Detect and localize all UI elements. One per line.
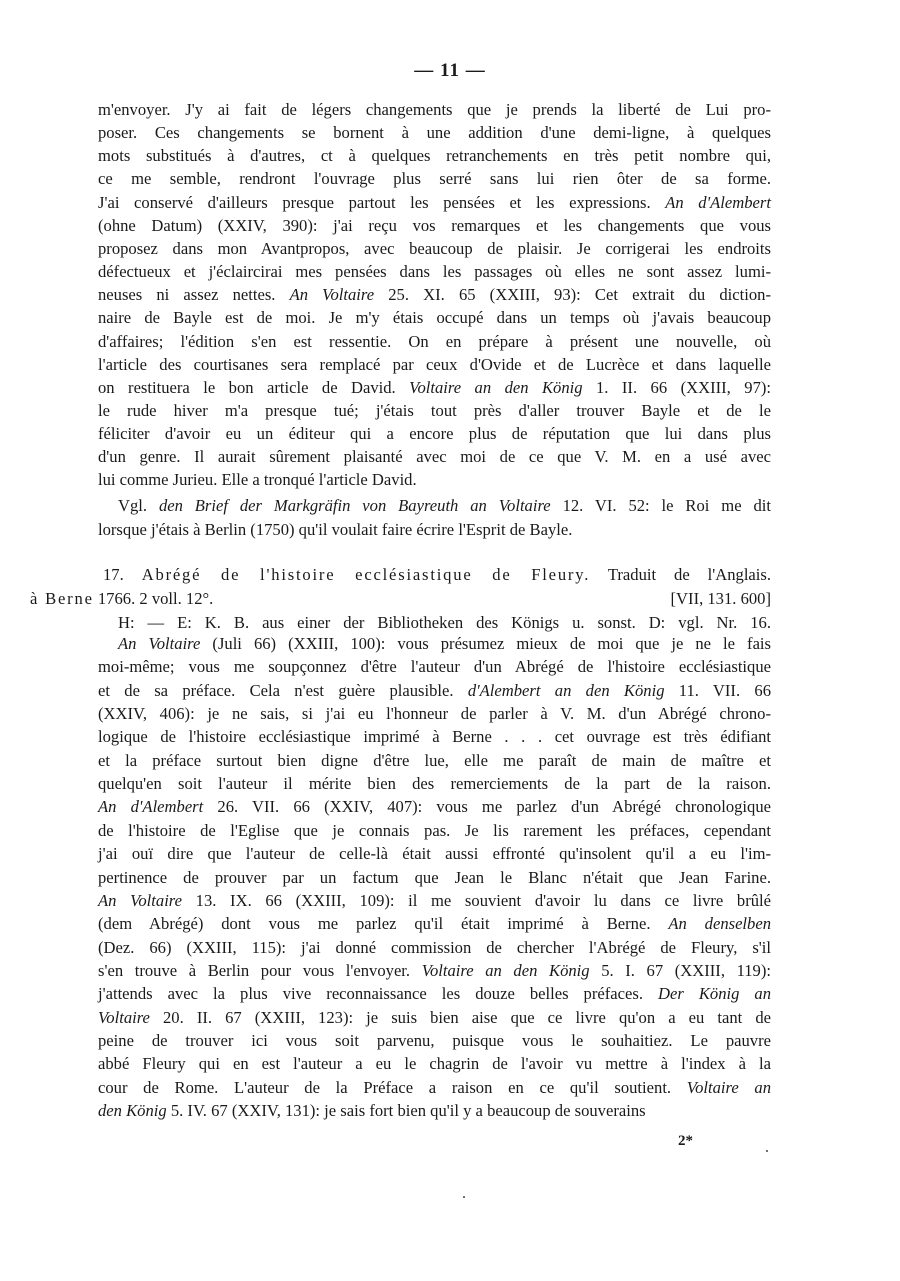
- text-segment: le rude hiver m'a presque tué; j'étais tout près d'aller trouver Bayle et de le: [98, 400, 771, 420]
- citation-ref: An Voltaire: [289, 285, 375, 305]
- text-line: [98, 306, 771, 330]
- text-segment: (Dez. 66) (XXIII, 115): j'ai donné commission de chercher l'Abrégé de Fleury, s'il: [98, 937, 771, 957]
- text-line: [98, 422, 771, 446]
- text-segment: peine de trouver ici vous soit parvenu, puisque vous le souhaitiez. Le pauvre: [98, 1030, 771, 1050]
- citation-ref: An Voltaire: [118, 634, 201, 653]
- speck: [766, 1150, 768, 1152]
- entry-reference: [VII, 131. 600]: [670, 589, 771, 608]
- text-segment: ce me semble, rendront l'ouvrage plus serré sans lui rien ôter de sa forme.: [98, 169, 771, 189]
- text-line: [98, 237, 771, 261]
- text-line: [98, 982, 771, 1006]
- text-segment: (ohne Datum) (XXIV, 390): j'ai reçu vos remarques et les changements que vous: [98, 215, 771, 235]
- text-segment: neuses ni assez nettes.: [98, 285, 290, 305]
- text-segment: 11. VII. 66: [664, 680, 771, 700]
- text-line: [98, 1052, 771, 1076]
- text-line: [98, 191, 771, 215]
- citation-ref: Voltaire an den König: [421, 960, 590, 980]
- text-segment: lorsque j'étais à Berlin (1750) qu'il voulait faire écrire l'Esprit de Bayle.: [98, 520, 573, 539]
- text-segment: moi-même; vous me soupçonnez d'être l'auteur d'un Abrégé de l'histoire ecclésiastique: [98, 657, 771, 677]
- text-line: [98, 353, 771, 377]
- text-segment: féliciter d'avoir eu un éditeur qui a encore plus de réputation que lui dans plus: [98, 424, 771, 444]
- text-line: [98, 399, 771, 423]
- text-line: [98, 912, 771, 936]
- text-line: [98, 445, 771, 469]
- text-line: [98, 679, 771, 703]
- text-segment: 5. IV. 67 (XXIV, 131): je sais fort bien qu'il y a beaucoup de souverains: [166, 1101, 646, 1120]
- text-segment: j'attends avec la plus vive reconnaissance les douze belles préfaces.: [98, 984, 658, 1004]
- text-line: [98, 1076, 771, 1100]
- entry-17-imprint-line: [30, 587, 771, 611]
- text-line: [98, 144, 771, 168]
- text-segment: poser. Ces changements se bornent à une addition d'une demi-ligne, à quelques: [98, 123, 771, 143]
- citation-ref: An d'Alembert: [665, 192, 771, 212]
- text-line: [98, 260, 771, 284]
- citation-ref: Voltaire an: [686, 1077, 772, 1097]
- entry-17-sources-line: H: — E: K. B. aus einer der Bibliotheken des Königs u. sonst. D: vgl. Nr. 16.: [118, 613, 771, 632]
- text-segment: défectueux et j'éclaircirai mes pensées dans les passages où elles ne sont assez lumi-: [98, 262, 771, 282]
- text-segment: pertinence de prouver par un factum que Jean le Blanc n'était que Jean Farine.: [98, 867, 771, 887]
- text-segment: quelqu'en soit l'auteur il mérite bien des remerciements de la part de la raison.: [98, 774, 771, 794]
- text-segment: naire de Bayle est de moi. Je m'y étais occupé dans un temps où j'avais beaucoup: [98, 308, 771, 328]
- citation-ref: An d'Alembert: [98, 797, 204, 817]
- citation-ref: Der König an: [658, 984, 772, 1004]
- entry-place: à Berne: [30, 589, 94, 608]
- text-line: [98, 98, 771, 122]
- signature-mark: 2*: [678, 1133, 693, 1149]
- citation-ref: Voltaire an den König: [409, 377, 583, 397]
- text-line: [98, 725, 771, 749]
- text-segment: proposez dans mon Avantpropos, avec beaucoup de plaisir. Je corrigerai les endroits: [98, 238, 771, 258]
- text-segment: mots substitués à d'autres, ct à quelques retranchements en très petit nombre qui,: [98, 146, 771, 166]
- text-segment: lui comme Jurieu. Elle a tronqué l'article David.: [98, 470, 417, 490]
- text-line: [98, 936, 771, 960]
- text-segment: 26. VII. 66 (XXIV, 407): vous me parlez d'un Abrégé chronologique: [203, 797, 771, 817]
- entry-title-rest: Traduit de l'Anglais.: [590, 565, 772, 584]
- citation-ref: An denselben: [668, 914, 772, 934]
- text-segment: de l'histoire de l'Eglise que je connais pas. Je lis rarement les préfaces, cependant: [98, 820, 771, 840]
- text-line: [98, 842, 771, 866]
- text-segment: abbé Fleury qui en est l'auteur a eu le chagrin de l'avoir vu mettre à l'index à la: [98, 1054, 771, 1074]
- text-segment: m'envoyer. J'y ai fait de légers changements que je prends la liberté de Lui pro-: [98, 100, 771, 119]
- text-segment: cour de Rome. L'auteur de la Préface a raison en ce qu'il soutient.: [98, 1077, 687, 1097]
- text-segment: (dem Abrégé) dont vous me parlez qu'il était imprimé à Berne.: [98, 914, 669, 934]
- text-segment: logique de l'histoire ecclésiastique imprimé à Berne . . . cet ouvrage est très édifiant: [98, 727, 771, 747]
- text-line: [98, 655, 771, 679]
- text-segment: 12. VI. 52: le Roi me dit: [550, 496, 771, 515]
- text-line: [98, 819, 771, 843]
- text-line: [98, 214, 771, 238]
- entry-title: Abrégé de l'histoire ecclésiastique de Fleury.: [141, 565, 591, 584]
- text-segment: 5. I. 67 (XXIII, 119):: [589, 960, 771, 980]
- text-segment: et la préface surtout bien digne d'être lue, elle me paraît de main de maître et: [98, 750, 771, 770]
- text-line: [118, 494, 771, 518]
- text-line: [98, 330, 771, 354]
- text-segment: 25. XI. 65 (XXIII, 93): Cet extrait du diction-: [374, 285, 771, 305]
- text-line: [98, 749, 771, 773]
- text-line: [98, 468, 771, 492]
- text-segment: 20. II. 67 (XXIII, 123): je suis bien aise que ce livre qu'on a eu tant de: [149, 1007, 771, 1027]
- citation-ref: An Voltaire: [98, 890, 183, 910]
- text-line: [98, 1006, 771, 1030]
- citation-ref: den König: [98, 1101, 167, 1120]
- text-line: [98, 376, 771, 400]
- text-segment: 13. IX. 66 (XXIII, 109): il me souvient d'avoir lu dans ce livre brûlé: [182, 890, 771, 910]
- text-segment: d'un genre. Il aurait sûrement plaisanté avec moi de ce que V. M. en a usé avec: [98, 447, 771, 467]
- page-number: — 11 —: [414, 60, 486, 81]
- text-line: [98, 772, 771, 796]
- text-segment: (Juli 66) (XXIII, 100): vous présumez mieux de moi que je ne le fais: [200, 634, 771, 653]
- entry-imprint: 1766. 2 voll. 12°.: [93, 589, 214, 608]
- text-segment: l'article des courtisanes sera remplacé par ceux d'Ovide et de Lucrèce et dans laquelle: [98, 354, 771, 374]
- text-line: [98, 167, 771, 191]
- text-line: [98, 702, 771, 726]
- text-line: [98, 121, 771, 145]
- entry-17-title-line: [103, 563, 771, 587]
- entry-number: 17.: [103, 565, 142, 584]
- text-segment: 1. II. 66 (XXIII, 97):: [582, 377, 771, 397]
- citation-ref: den Brief der Markgräfin von Bayreuth an Voltaire: [158, 496, 551, 515]
- text-segment: Vgl.: [118, 496, 159, 515]
- text-segment: (XXIV, 406): je ne sais, si j'ai eu l'honneur de parler à V. M. d'un Abrégé chrono-: [98, 704, 771, 724]
- text-line: [98, 866, 771, 890]
- text-line: [118, 632, 771, 656]
- citation-ref: Voltaire: [98, 1007, 150, 1027]
- text-segment: j'ai ouï dire que l'auteur de celle-là était aussi effronté qu'insolent qu'il a eu l'im-: [98, 844, 771, 864]
- text-segment: on restituera le bon article de David.: [98, 377, 410, 397]
- text-line: [98, 959, 771, 983]
- text-line: [98, 889, 771, 913]
- text-line: [98, 1029, 771, 1053]
- text-line: [98, 795, 771, 819]
- text-line: [98, 283, 771, 307]
- text-segment: d'affaires; l'édition s'en est ressentie. On en prépare à présent une nouvelle, où: [98, 331, 771, 351]
- text-segment: et de sa préface. Cela n'est guère plausible.: [98, 680, 468, 700]
- text-line: [98, 1099, 771, 1123]
- speck: [463, 1196, 465, 1198]
- text-segment: J'ai conservé d'ailleurs presque partout les pensées et les expressions.: [98, 192, 666, 212]
- citation-ref: d'Alembert an den König: [467, 680, 665, 700]
- text-line: [98, 518, 771, 542]
- text-segment: s'en trouve à Berlin pour vous l'envoyer.: [98, 960, 422, 980]
